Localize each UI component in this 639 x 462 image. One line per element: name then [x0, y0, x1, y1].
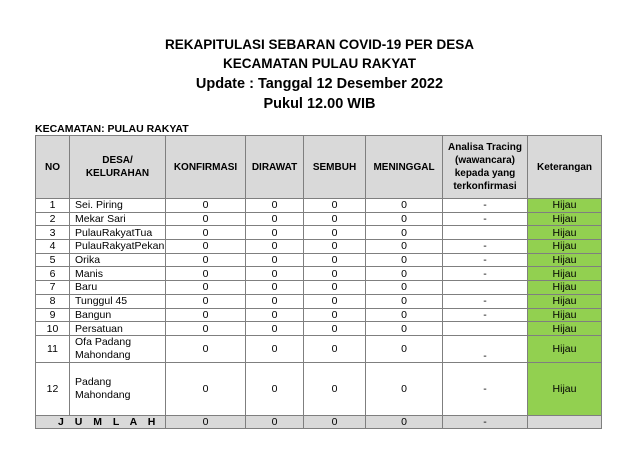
- cell-no: 5: [36, 253, 70, 267]
- col-header-keterangan: Keterangan: [528, 136, 602, 199]
- cell-tracing: -: [443, 294, 528, 308]
- total-dirawat: 0: [246, 415, 304, 428]
- cell-meninggal: 0: [366, 253, 443, 267]
- cell-tracing: -: [443, 240, 528, 254]
- cell-dirawat: 0: [246, 335, 304, 362]
- cell-konfirmasi: 0: [166, 212, 246, 226]
- cell-keterangan: Hijau: [528, 226, 602, 240]
- cell-desa-line2: Mahondang: [75, 348, 131, 361]
- total-keterangan: [528, 415, 602, 428]
- cell-konfirmasi: 0: [166, 322, 246, 336]
- cell-desa: PulauRakyatPekan: [70, 240, 166, 254]
- cell-konfirmasi: 0: [166, 240, 246, 254]
- cell-desa: PulauRakyatTua: [70, 226, 166, 240]
- cell-sembuh: 0: [304, 362, 366, 415]
- total-row: [36, 415, 602, 428]
- cell-dirawat: 0: [246, 226, 304, 240]
- cell-desa: [70, 362, 166, 415]
- table-row: [36, 322, 602, 336]
- cell-no: 8: [36, 294, 70, 308]
- table-row: [36, 253, 602, 267]
- report-subtitle: KECAMATAN PULAU RAKYAT: [223, 56, 416, 71]
- cell-sembuh: 0: [304, 226, 366, 240]
- cell-dirawat: 0: [246, 294, 304, 308]
- cell-meninggal: 0: [366, 322, 443, 336]
- covid-recap-table: [35, 135, 602, 429]
- col-header-desa: [70, 136, 166, 199]
- cell-no: 7: [36, 281, 70, 295]
- cell-dirawat: 0: [246, 322, 304, 336]
- cell-konfirmasi: 0: [166, 226, 246, 240]
- table-row: [36, 362, 602, 415]
- table-row: [36, 281, 602, 295]
- table-row: [36, 267, 602, 281]
- kecamatan-label: KECAMATAN: PULAU RAKYAT: [35, 123, 189, 135]
- cell-keterangan: Hijau: [528, 267, 602, 281]
- cell-sembuh: 0: [304, 294, 366, 308]
- update-time: Pukul 12.00 WIB: [263, 96, 376, 112]
- table-body: [36, 199, 602, 429]
- cell-desa: Sei. Piring: [70, 199, 166, 213]
- cell-konfirmasi: 0: [166, 281, 246, 295]
- cell-keterangan: Hijau: [528, 294, 602, 308]
- cell-tracing: -: [443, 267, 528, 281]
- cell-meninggal: 0: [366, 308, 443, 322]
- cell-no: 2: [36, 212, 70, 226]
- table-row: [36, 294, 602, 308]
- cell-no: 12: [36, 362, 70, 415]
- cell-meninggal: 0: [366, 226, 443, 240]
- cell-desa-line2: Mahondang: [75, 388, 131, 401]
- cell-sembuh: 0: [304, 281, 366, 295]
- col-header-desa-line1: DESA/: [102, 155, 133, 166]
- total-sembuh: 0: [304, 415, 366, 428]
- cell-keterangan: Hijau: [528, 322, 602, 336]
- cell-tracing: [443, 322, 528, 336]
- total-konfirmasi: 0: [166, 415, 246, 428]
- cell-no: 1: [36, 199, 70, 213]
- cell-no: 4: [36, 240, 70, 254]
- cell-desa: [70, 335, 166, 362]
- report-header: [0, 36, 639, 114]
- cell-tracing: -: [443, 253, 528, 267]
- cell-sembuh: 0: [304, 267, 366, 281]
- table-row: [36, 199, 602, 213]
- cell-keterangan: Hijau: [528, 253, 602, 267]
- cell-konfirmasi: 0: [166, 362, 246, 415]
- update-date: Update : Tanggal 12 Desember 2022: [195, 76, 444, 92]
- total-label: J U M L A H: [36, 415, 166, 428]
- col-header-tracing-line3: kepada yang: [454, 168, 516, 179]
- cell-dirawat: 0: [246, 212, 304, 226]
- cell-keterangan: Hijau: [528, 212, 602, 226]
- cell-sembuh: 0: [304, 253, 366, 267]
- cell-keterangan: Hijau: [528, 199, 602, 213]
- cell-desa: Manis: [70, 267, 166, 281]
- cell-meninggal: 0: [366, 199, 443, 213]
- col-header-tracing-line4: terkonfirmasi: [453, 181, 517, 192]
- cell-tracing: [443, 281, 528, 295]
- cell-dirawat: 0: [246, 253, 304, 267]
- cell-keterangan: Hijau: [528, 281, 602, 295]
- cell-no: 9: [36, 308, 70, 322]
- cell-sembuh: 0: [304, 212, 366, 226]
- col-header-sembuh: SEMBUH: [304, 136, 366, 199]
- cell-meninggal: 0: [366, 240, 443, 254]
- cell-meninggal: 0: [366, 335, 443, 362]
- table-row: [36, 226, 602, 240]
- cell-keterangan: Hijau: [528, 308, 602, 322]
- cell-desa: Bangun: [70, 308, 166, 322]
- table-row: [36, 335, 602, 362]
- cell-desa-line1: Padang: [75, 375, 112, 388]
- cell-meninggal: 0: [366, 267, 443, 281]
- cell-keterangan: Hijau: [528, 335, 602, 362]
- total-tracing: -: [443, 415, 528, 428]
- col-header-tracing-line1: Analisa Tracing: [448, 142, 522, 153]
- col-header-meninggal: MENINGGAL: [366, 136, 443, 199]
- total-meninggal: 0: [366, 415, 443, 428]
- cell-tracing: -: [443, 212, 528, 226]
- table-row: [36, 308, 602, 322]
- col-header-konfirmasi: KONFIRMASI: [166, 136, 246, 199]
- cell-dirawat: 0: [246, 308, 304, 322]
- col-header-tracing-line2: (wawancara): [454, 155, 516, 166]
- table-row: [36, 240, 602, 254]
- cell-konfirmasi: 0: [166, 294, 246, 308]
- col-header-no: NO: [36, 136, 70, 199]
- cell-dirawat: 0: [246, 240, 304, 254]
- cell-tracing: -: [443, 308, 528, 322]
- cell-konfirmasi: 0: [166, 335, 246, 362]
- cell-meninggal: 0: [366, 212, 443, 226]
- cell-sembuh: 0: [304, 308, 366, 322]
- col-header-tracing: [443, 136, 528, 199]
- cell-tracing: [443, 226, 528, 240]
- cell-konfirmasi: 0: [166, 308, 246, 322]
- cell-dirawat: 0: [246, 267, 304, 281]
- cell-no: 10: [36, 322, 70, 336]
- cell-sembuh: 0: [304, 199, 366, 213]
- cell-desa: Persatuan: [70, 322, 166, 336]
- cell-no: 6: [36, 267, 70, 281]
- cell-meninggal: 0: [366, 281, 443, 295]
- cell-konfirmasi: 0: [166, 267, 246, 281]
- cell-tracing: -: [443, 362, 528, 415]
- cell-tracing: -: [443, 199, 528, 213]
- cell-dirawat: 0: [246, 362, 304, 415]
- cell-desa-line1: Ofa Padang: [75, 335, 132, 348]
- cell-no: 3: [36, 226, 70, 240]
- cell-no: 11: [36, 335, 70, 362]
- col-header-dirawat: DIRAWAT: [246, 136, 304, 199]
- cell-desa: Tunggul 45: [70, 294, 166, 308]
- cell-keterangan: Hijau: [528, 240, 602, 254]
- cell-keterangan: Hijau: [528, 362, 602, 415]
- col-header-desa-line2: KELURAHAN: [85, 168, 150, 179]
- cell-desa: Baru: [70, 281, 166, 295]
- cell-desa: Orika: [70, 253, 166, 267]
- cell-sembuh: 0: [304, 335, 366, 362]
- table-header-row: [36, 136, 602, 199]
- cell-dirawat: 0: [246, 281, 304, 295]
- cell-konfirmasi: 0: [166, 253, 246, 267]
- cell-konfirmasi: 0: [166, 199, 246, 213]
- cell-sembuh: 0: [304, 240, 366, 254]
- cell-dirawat: 0: [246, 199, 304, 213]
- cell-sembuh: 0: [304, 322, 366, 336]
- report-title: REKAPITULASI SEBARAN COVID-19 PER DESA: [164, 37, 475, 52]
- cell-meninggal: 0: [366, 362, 443, 415]
- cell-tracing: -: [443, 335, 528, 362]
- table-row: [36, 212, 602, 226]
- cell-meninggal: 0: [366, 294, 443, 308]
- cell-desa: Mekar Sari: [70, 212, 166, 226]
